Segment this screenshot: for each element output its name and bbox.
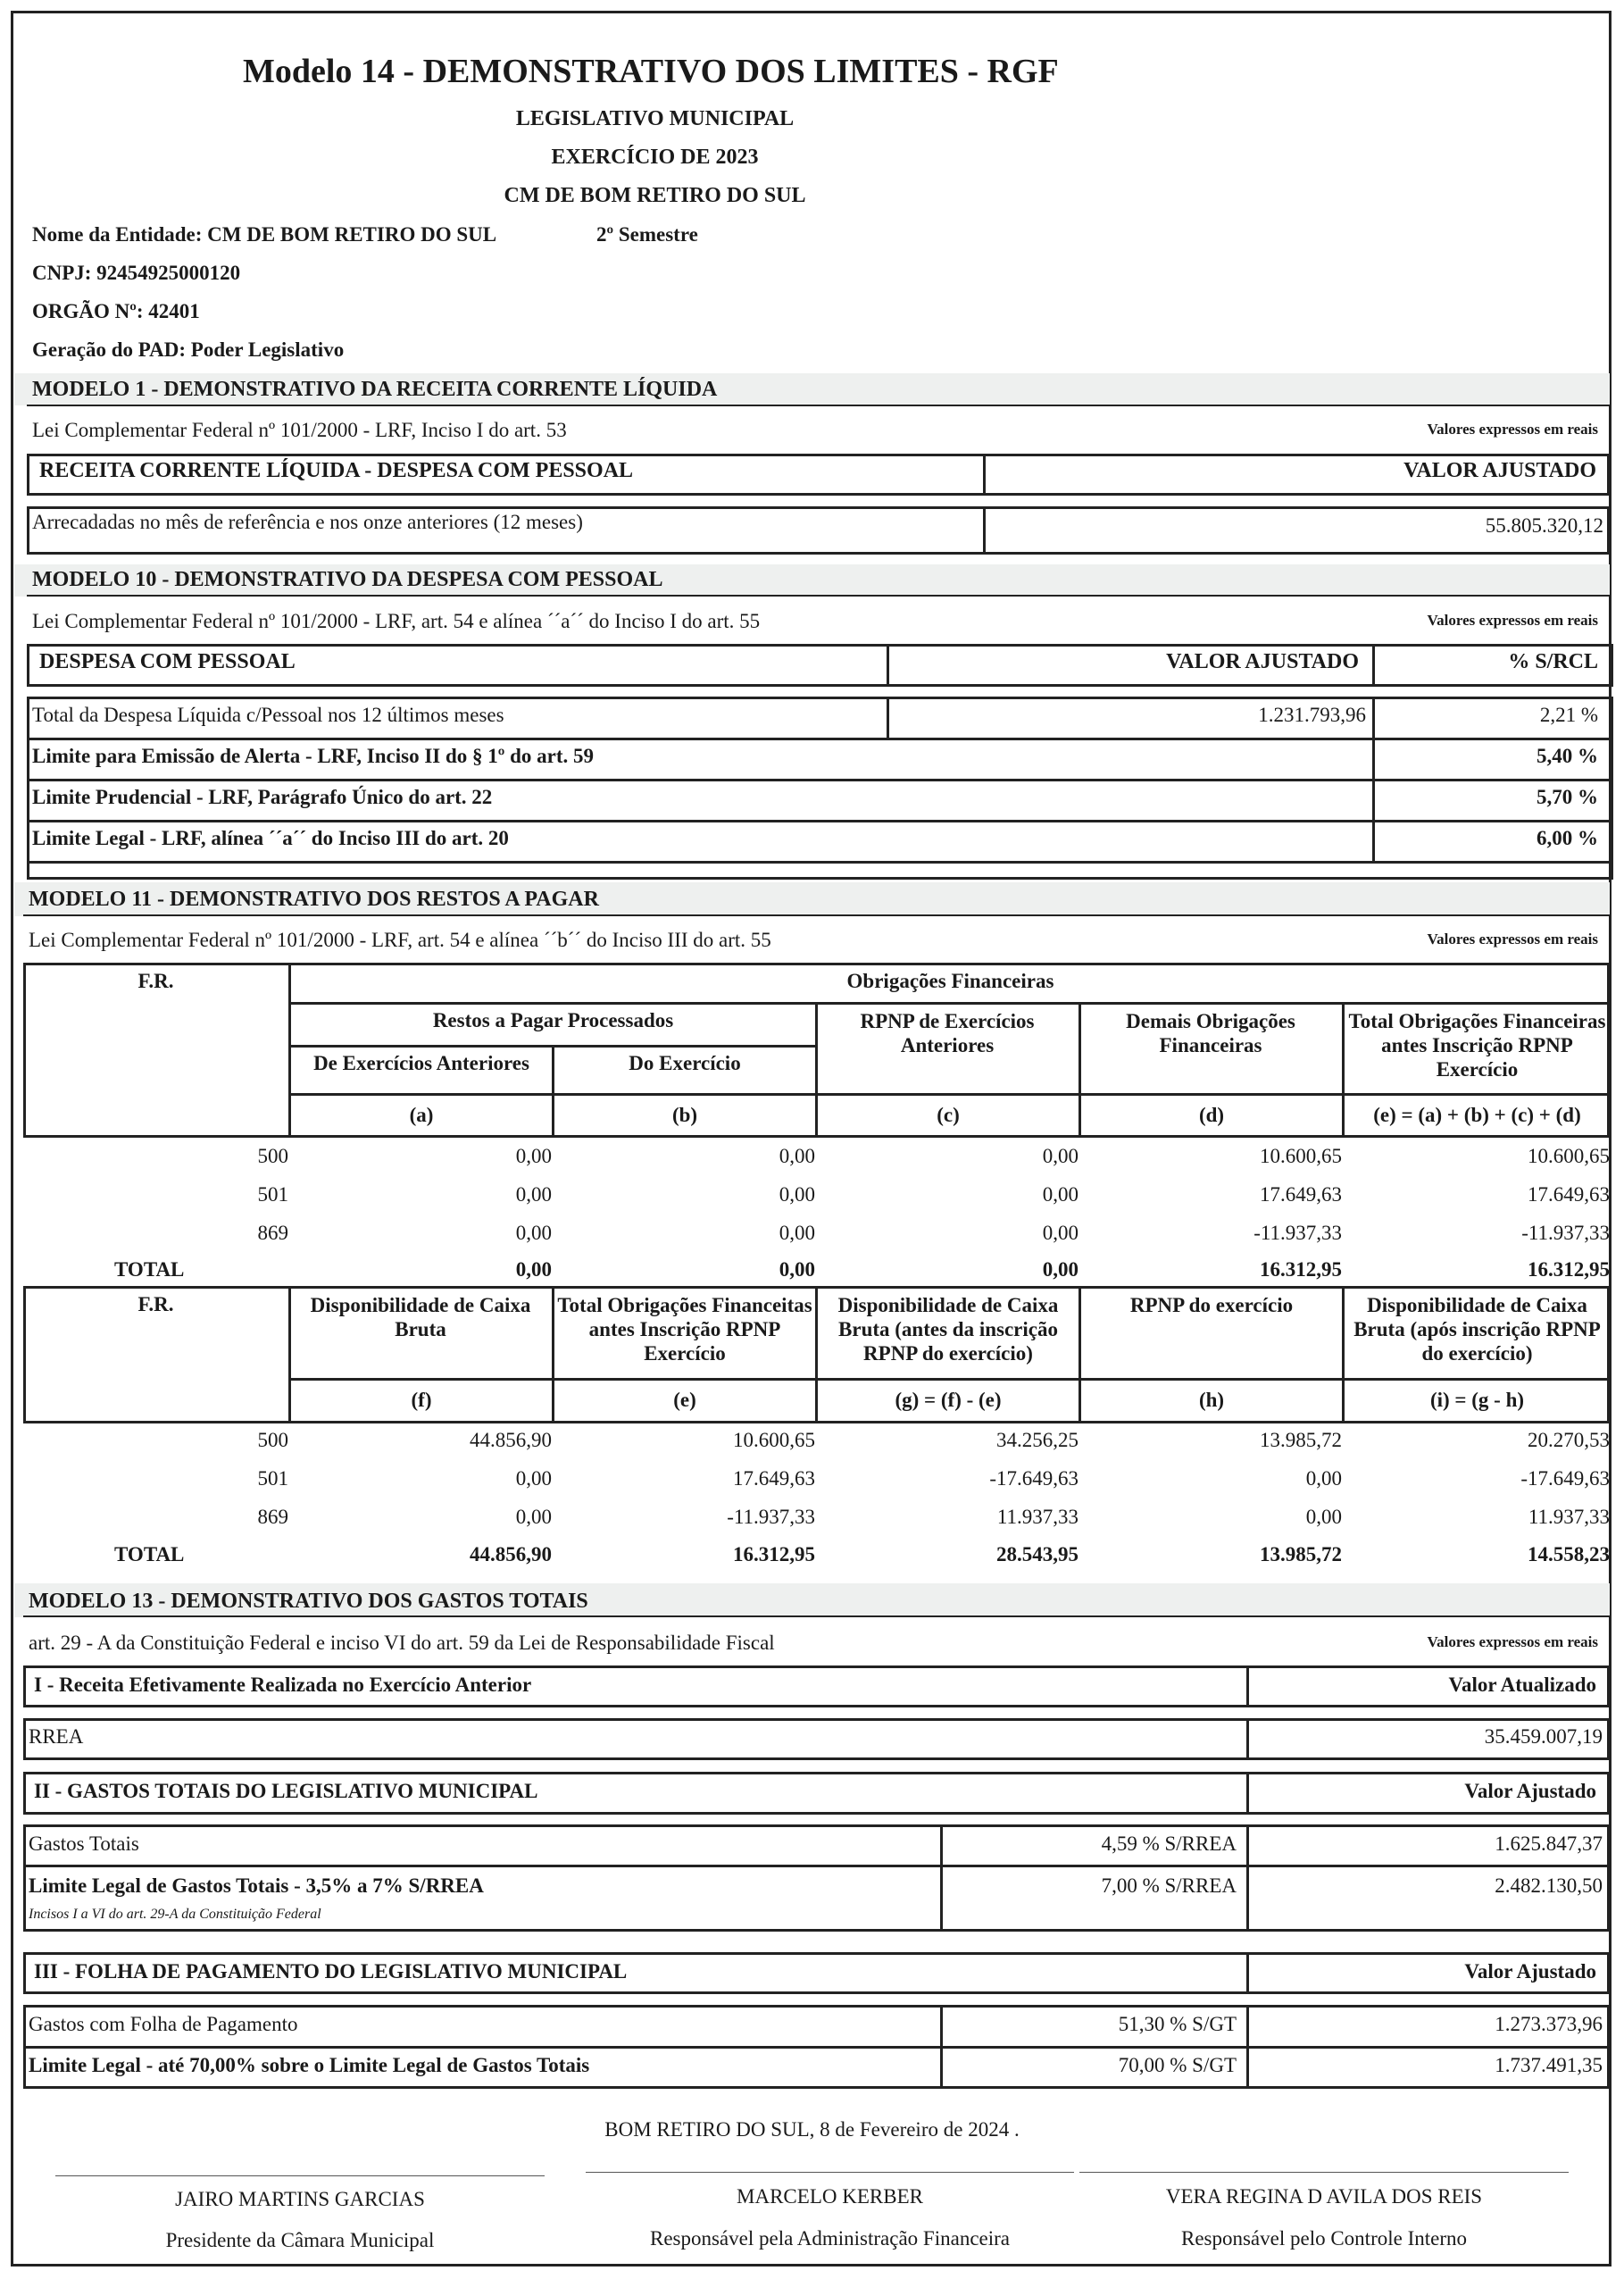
m11-t2-cell: 17.649,63 [733,1467,815,1490]
m11-t1-letter-a: (a) [409,1104,434,1126]
m13-lim-value: 2.482.130,50 [1495,1874,1603,1897]
m11-t1-cell: 0,00 [779,1145,815,1167]
m1-row-value: 55.805.320,12 [1485,514,1603,537]
m11-t2-letter-h: (h) [1198,1389,1225,1411]
m13-s2-row-line [23,1865,1610,1867]
m1-col-label: RECEITA CORRENTE LÍQUIDA - DESPESA COM PESSOAL [39,459,634,482]
m11-t1-cell: 0,00 [1042,1183,1079,1206]
semester: 2º Semestre [596,223,698,246]
m11-t2-cell: 13.985,72 [1260,1429,1342,1451]
m11-t1-letter-c: (c) [937,1104,960,1126]
m13-fl-label: Limite Legal - até 70,00% sobre o Limite Legal de Gastos Totais [29,2054,590,2076]
m13-values-note: Valores expressos em reais [1427,1633,1598,1650]
m11-t2-total-cell: 13.985,72 [1260,1543,1342,1565]
m11-t2-total-cell: 14.558,23 [1528,1543,1610,1565]
header-line-2: EXERCÍCIO DE 2023 [551,146,759,169]
signature-line-3 [1079,2172,1569,2173]
m11-t2-total-cell: 16.312,95 [733,1543,815,1565]
m10-row-line-3 [27,820,1613,822]
signature-name-1: JAIRO MARTINS GARCIAS [175,2188,425,2210]
m11-t1-cell: 17.649,63 [1528,1183,1610,1206]
m11-t1-cell: 0,00 [779,1183,815,1206]
m13-lim-label: Limite Legal de Gastos Totais - 3,5% a 7% S/RREA [29,1874,484,1897]
m11-t1-line-obrig [288,1002,1610,1005]
m13-s3-title: III - FOLHA DE PAGAMENTO DO LEGISLATIVO MUNICIPAL [34,1960,628,1983]
m11-t2-letter-f: (f) [411,1389,432,1411]
m11-t2-letter-i: (i) = (g - h) [1429,1389,1525,1411]
m11-t1-total-cell: 16.312,95 [1260,1258,1342,1281]
m11-t1-total-cell: 16.312,95 [1528,1258,1610,1281]
m13-s1-title: I - Receita Efetivamente Realizada no Exercício Anterior [34,1674,532,1696]
document-title: Modelo 14 - DEMONSTRATIVO DOS LIMITES - RGF [243,53,1059,90]
m11-t1-cell: -11.937,33 [1253,1222,1342,1244]
m10-header-divider-1 [887,644,889,687]
signature-role-3: Responsável pelo Controle Interno [1180,2227,1467,2250]
m13-s2-divider-1 [940,1824,943,1932]
m13-fl-value: 1.737.491,35 [1495,2054,1603,2076]
m11-t2-cell: 20.270,53 [1528,1429,1610,1451]
m13-fp-label: Gastos com Folha de Pagamento [29,2013,298,2035]
m11-t1-rpp-head: Restos a Pagar Processados [432,1009,674,1031]
m11-t2-head-f: Disponibilidade de Caixa Bruta [310,1294,531,1340]
m13-s2-divider-2 [1246,1824,1249,1932]
m10-limit-alert-label: Limite para Emissão de Alerta - LRF, Inciso II do § 1º do art. 59 [32,745,595,767]
m1-row-divider [983,506,986,555]
m13-s1-col: Valor Atualizado [1448,1674,1596,1696]
m11-values-note: Valores expressos em reais [1427,931,1598,947]
m1-row-label: Arrecadadas no mês de referência e nos onze anteriores (12 meses) [32,511,583,533]
m13-gt-pct: 4,59 % S/RREA [1101,1832,1237,1855]
m11-t1-fr-cell: 501 [257,1183,288,1206]
m13-s3-header-divider [1246,1952,1249,1994]
m1-underline [27,405,1610,406]
m10-row-line-1 [27,738,1613,740]
m13-s3-row-line [23,2046,1610,2049]
m11-t1-cell: 0,00 [1042,1222,1079,1244]
m11-t2-letter-g: (g) = (f) - (e) [895,1389,1002,1411]
m11-t2-cell: 10.600,65 [733,1429,815,1451]
m11-t2-cell: 34.256,25 [996,1429,1079,1451]
m10-col-pct: % S/RCL [1508,650,1598,673]
m10-body-divider-1 [887,697,889,739]
m11-t2-letter-e: (e) [673,1389,696,1411]
m11-t2-total-cell: 44.856,90 [470,1543,552,1565]
m1-header-divider [983,454,986,496]
m11-t1-rpnp-head: RPNP de Exercícios Anteriores [860,1010,1035,1056]
m11-t1-cell: 0,00 [515,1183,552,1206]
m11-t2-cell: 0,00 [1305,1467,1342,1490]
m11-t2-total-label: TOTAL [114,1543,185,1565]
m11-t2-fr-cell: 869 [257,1506,288,1528]
m11-t2-cell: 0,00 [1305,1506,1342,1528]
m10-body-divider-2 [1372,697,1375,863]
m11-t1-fr-cell: 869 [257,1222,288,1244]
m11-t1-letter-e: (e) = (a) + (b) + (c) + (d) [1373,1104,1581,1126]
m10-row-line-2 [27,779,1613,781]
m11-t1-dea-head: De Exercícios Anteriores [313,1052,529,1074]
m13-lim-pct: 7,00 % S/RREA [1101,1874,1237,1897]
signature-name-3: VERA REGINA D AVILA DOS REIS [1165,2185,1483,2208]
m11-t2-cell: 11.937,33 [996,1506,1079,1528]
m11-t2-total-cell: 28.543,95 [996,1543,1079,1565]
m11-t1-dex-head: Do Exercício [629,1052,741,1074]
m1-title: MODELO 1 - DEMONSTRATIVO DA RECEITA CORRENTE LÍQUIDA [32,378,718,401]
m11-t1-demais-head: Demais Obrigações Financeiras [1126,1010,1295,1056]
orgao: ORGÃO Nº: 42401 [32,300,200,322]
m13-rrea-divider [1246,1718,1249,1760]
m11-t2-head-g: Disponibilidade de Caixa Bruta (antes da inscrição RPNP do exercício) [837,1294,1059,1365]
m11-underline [23,914,1610,916]
signature-role-2: Responsável pela Administração Financeira [649,2227,1011,2250]
entity-name: Nome da Entidade: CM DE BOM RETIRO DO SUL [32,223,497,246]
m11-t2-head-e: Total Obrigações Financeitas antes Inscrição RPNP Exercício [557,1294,812,1365]
m10-row-line-4 [27,861,1613,864]
m10-limit-legal-label: Limite Legal - LRF, alínea ´´a´´ do Inciso III do art. 20 [32,827,509,849]
m11-t2-cell: 11.937,33 [1528,1506,1610,1528]
m11-t1-cell: 17.649,63 [1260,1183,1342,1206]
signature-role-1: Presidente da Câmara Municipal [165,2229,435,2251]
m11-t1-cell: 0,00 [515,1145,552,1167]
m13-s2-col: Valor Ajustado [1464,1780,1596,1802]
signature-line-1 [55,2175,545,2176]
m11-t1-letter-b: (b) [671,1104,698,1126]
m11-t1-cell: 0,00 [1042,1145,1079,1167]
m13-title: MODELO 13 - DEMONSTRATIVO DOS GASTOS TOTAIS [29,1590,588,1613]
m10-header-divider-2 [1372,644,1375,687]
m11-title: MODELO 11 - DEMONSTRATIVO DOS RESTOS A PAGAR [29,888,599,911]
m11-t1-total-cell: 0,00 [779,1258,815,1281]
m11-t2-fr-head: F.R. [137,1293,174,1315]
m13-s3-divider-1 [940,2005,943,2089]
m11-t2-cell: -17.649,63 [989,1467,1079,1490]
m11-t1-fr-cell: 500 [257,1145,288,1167]
m11-t1-obrig-head: Obrigações Financeiras [846,970,1054,992]
m11-t2-cell: 44.856,90 [470,1429,552,1451]
m10-total-value: 1.231.793,96 [1258,704,1366,726]
m13-law: art. 29 - A da Constituição Federal e inciso VI do art. 59 da Lei de Responsabilidade Fiscal [29,1632,775,1654]
m13-fl-pct: 70,00 % S/GT [1118,2054,1237,2076]
m13-rrea-label: RREA [29,1725,84,1748]
m11-t1-cell: 10.600,65 [1260,1145,1342,1167]
m10-total-pct: 2,21 % [1539,704,1598,726]
m13-fp-pct: 51,30 % S/GT [1118,2013,1237,2035]
m13-s2-header-divider [1246,1772,1249,1815]
m1-law: Lei Complementar Federal nº 101/2000 - LRF, Inciso I do art. 53 [32,419,567,441]
m11-t1-total-label: TOTAL [114,1258,185,1281]
m11-t1-line-letters [288,1093,1610,1096]
m11-t1-total-head: Total Obrigações Financeiras antes Inscrição RPNP Exercício [1348,1010,1606,1081]
m11-t2-cell: 0,00 [515,1506,552,1528]
m11-t1-cell: 10.600,65 [1528,1145,1610,1167]
m1-values-note: Valores expressos em reais [1427,421,1598,438]
m10-limit-prudential-label: Limite Prudencial - LRF, Parágrafo Único do art. 22 [32,786,493,808]
m10-col-value: VALOR AJUSTADO [1166,650,1359,673]
m10-title: MODELO 10 - DEMONSTRATIVO DA DESPESA COM PESSOAL [32,568,663,591]
m1-col-value: VALOR AJUSTADO [1403,459,1596,482]
m10-total-label: Total da Despesa Líquida c/Pessoal nos 12 últimos meses [32,704,504,726]
m11-t1-fr-head: F.R. [137,970,174,992]
m13-lim-note: Incisos I a VI do art. 29-A da Constituição Federal [29,1907,321,1922]
m11-t2-cell: 0,00 [515,1467,552,1490]
m13-s2-title: II - GASTOS TOTAIS DO LEGISLATIVO MUNICIPAL [34,1780,538,1802]
m10-law: Lei Complementar Federal nº 101/2000 - LRF, art. 54 e alínea ´´a´´ do Inciso I do art. 55 [32,610,761,632]
m10-limit-prudential-pct: 5,70 % [1537,786,1598,808]
cnpj: CNPJ: 92454925000120 [32,262,241,284]
m10-limit-alert-pct: 5,40 % [1537,745,1598,767]
m13-gt-value: 1.625.847,37 [1495,1832,1603,1855]
m11-t1-total-cell: 0,00 [515,1258,552,1281]
m11-t2-cell: -17.649,63 [1520,1467,1610,1490]
m13-s1-header-divider [1246,1665,1249,1707]
signature-name-2: MARCELO KERBER [737,2185,923,2208]
m11-t2-line-letters [288,1378,1610,1381]
m11-t2-head-h: RPNP do exercício [1129,1294,1294,1316]
m11-t2-fr-cell: 500 [257,1429,288,1451]
place-date: BOM RETIRO DO SUL, 8 de Fevereiro de 2024 . [604,2118,1020,2141]
m11-t1-cell: -11.937,33 [1521,1222,1610,1244]
m11-t1-cell: 0,00 [515,1222,552,1244]
m13-underline [23,1615,1610,1617]
m11-law: Lei Complementar Federal nº 101/2000 - LRF, art. 54 e alínea ´´b´´ do Inciso III do art. 55 [29,929,771,951]
m13-s3-divider-2 [1246,2005,1249,2089]
m11-t2-head-i: Disponibilidade de Caixa Bruta (após inscrição RPNP do exercício) [1353,1294,1601,1365]
m10-limit-legal-pct: 6,00 % [1537,827,1598,849]
header-line-1: LEGISLATIVO MUNICIPAL [515,107,795,130]
m10-values-note: Valores expressos em reais [1427,612,1598,629]
m11-t2-fr-cell: 501 [257,1467,288,1490]
signature-line-2 [586,2172,1074,2173]
m13-gt-label: Gastos Totais [29,1832,139,1855]
m13-s3-col: Valor Ajustado [1464,1960,1596,1983]
pad-generation: Geração do PAD: Poder Legislativo [32,338,345,361]
m11-t1-letter-d: (d) [1198,1104,1225,1126]
m11-t1-total-cell: 0,00 [1042,1258,1079,1281]
m13-rrea-value: 35.459.007,19 [1484,1725,1603,1748]
m11-t1-cell: 0,00 [779,1222,815,1244]
m10-underline [27,595,1610,597]
m10-col-label: DESPESA COM PESSOAL [39,650,296,673]
header-line-3: CM DE BOM RETIRO DO SUL [504,184,806,207]
m11-t2-cell: -11.937,33 [727,1506,815,1528]
m13-fp-value: 1.273.373,96 [1495,2013,1603,2035]
